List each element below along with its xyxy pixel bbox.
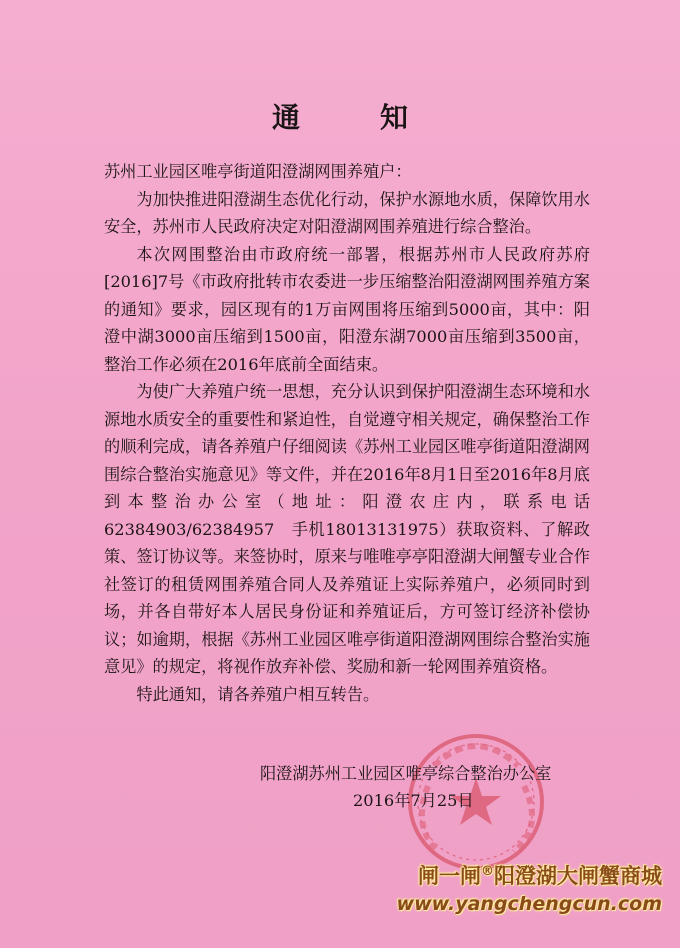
paragraph-4: 特此通知，请各养殖户相互转告。 — [136, 684, 380, 704]
watermark-brand-a: 闸一闸 — [418, 864, 481, 888]
paragraph-3: 为使广大养殖户统一思想，充分认识到保护阳澄湖生态环境和水源地水质安全的重要性和紧迫性，自觉遵守相关规定，确保整治工作的顺利完成，请各养殖户仔细阅读《苏州工业园区唯亭街道阳澄湖网围综合整治实施意见》等文件，并在2016年8月1日至2016年8月底到本整治办公室（地址：阳澄农庄内，联系电话62384903/62384957 手机18013131975）获取资料、了解政策、签订协议等。来签协时，原来与唯唯亭亭阳澄湖大闸蟹专业合作社签订的租赁网围养殖合同人及养殖证上实际养殖户，必须同时到场，并各自带好本人居民身份证和养殖证后，方可签订经济补偿协议；如逾期，根据《苏州工业园区唯亭街道阳澄湖网围综合整治实施意见》的规定，将视作放弃补偿、奖励和新一轮网围养殖资格。 — [104, 382, 590, 676]
watermark-brand — [392, 858, 662, 890]
document-body — [104, 158, 590, 708]
site-watermark — [392, 858, 662, 918]
watermark-brand-b: 阳澄湖大闸蟹商城 — [494, 864, 662, 888]
registered-mark: ® — [481, 864, 494, 879]
document-title: 通 知 — [271, 101, 434, 134]
paragraph-1: 为加快推进阳澄湖生态优化行动，保护水源地水质，保障饮用水安全，苏州市人民政府决定对阳澄湖网围养殖进行综合整治。 — [104, 189, 590, 236]
signature-date: 2016年7月25日 — [353, 791, 474, 810]
paragraph-2: 本次网围整治由市政府统一部署，根据苏州市人民政府苏府[2016]7号《市政府批转市农委进一步压缩整治阳澄湖网围养殖方案的通知》要求，园区现有的1万亩网围将压缩到5000亩，其中：阳澄中湖3000亩压缩到1500亩，阳澄东湖7000亩压缩到3500亩，整治工作必须在2016年底前全面结束。 — [104, 244, 590, 374]
signature-block — [260, 760, 590, 814]
signature-organization: 阳澄湖苏州工业园区唯亭综合整治办公室 — [260, 764, 552, 783]
salutation: 苏州工业园区唯亭街道阳澄湖网围养殖户： — [104, 162, 412, 181]
watermark-url: www.yangchengcun.com — [396, 893, 662, 915]
